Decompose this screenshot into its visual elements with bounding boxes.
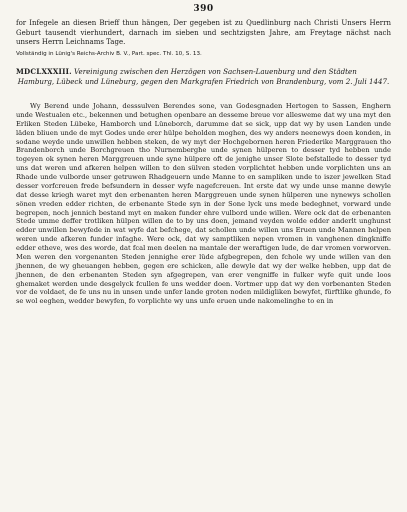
document-number: MDCLXXXIII. bbox=[16, 67, 72, 76]
body-paragraph: Wy Berend unde Johann, desssulven Berendes sone, van Godesgnaden Hertogen to Sassen, Enghern unde Westualen etc., bekennen und betughen openbare an desseme breue vor allesweme dat wy una myt den Erliken Steden Lübeke, Hamborch und Lüneborch, darumme dat se sick, upp dat wy by usen Landen unde läden bliuen unde de myt Godes unde erer hülpe beholden moghen, des wy anders neenewys doen konden, in sodane weyde unde unwillen hebben steken, de wy myt der Hochgebornen heren Friederike Marggrauen tho Brandenborch unde Borchgreuen tho Nurnemberghe unde synen hülperen to desser tyd hebben unde togeyen ok synen heren Marggreuen unde syne hülpere oft de jenighe unser Slote befstallede to desser tyd uns dat weren und afkeren helpen willen to den sülven steden vorplichtet hebben unde vorplichten uns an Rhade unde vulborde unser getruwen Rhadgeuern unde Manne to en sampliken unde to iszer jewelken Stad desser vorfcreuen frede befsundern in desser wyfe nagefcreuen. Int erste dat wy unde unse manne dewyle dat desse kriegh waret myt den erbenanten heren Marggreuen unde synen hülperen une nynewys schollen sönen vreden edder richten, de erbenante Stede syn in der Sone lyck uns mede bedeghnet, vorward unde begrepen, noch jennich bestand myt en maken funder ehre vulbord unde willen. Were ock dat de erbenanten Stede umme deffer trotliken hülpen willen de to by uns doen, jemand veyden wolde edder anderlt unghunst edder unwillen bewyfede in wat wyfe dat befchege, dat schollen unde willen uns Eruen unde Mannen helpen weren unde afkeren funder infaghe. Were ock, dat wy samptliken nepen vromen in vanghenen dingkniffe edder etheve, wes des worde, dat fcal men deelen na mantale der weraftigen lude, de dar vromen vorworven. Men weren den vorgenanten Steden jennighe erer lüde afgbegrepen, den fchole wy unde willen van den jhennen, de wy gheuangen hebben, gegen ere schicken, alle dewyle dat wy der welke hebben, upp dat de jhennen, de den erbenanten Steden syn afgegrepen, van erer vengniffe in fulker wyfe quit unde loos ghemaket werden unde desgelyck fcullen fe uns wedder doen. Vortmer upp dat wy den vorbenanten Steden vor de voldaet, de fe uns nu in unsen unde unfer lande groten noden mildigliken bewyfet, fürftlike ghunde, fo se wol eeghen, wedder bewyfen, fo vorplichte wy uns unfe eruen unde nakomelinghe to en in bbox=[16, 102, 391, 306]
lead-paragraph: for Infegele an diesen Brieff thun hängen, Der gegeben ist zu Quedlinburg nach Christi Unsers Herrn Geburt tausendt vierhundert, darnach im sieben und sechtzigsten Jahre, am Freytage nächst nach unsers Herrn Leichnams Tage. bbox=[16, 19, 391, 47]
source-reference-text: Vollständig in Lünig's Reichs-Archiv B. V., Part. spec. Thl. 10, S. 13. bbox=[16, 51, 202, 57]
document-title-line1: Vereinigung zwischen den Herzögen von Sachsen-Lauenburg und den Städten bbox=[74, 67, 357, 76]
document-body bbox=[16, 102, 391, 306]
document-title-line2: Hamburg, Lübeck und Lüneburg, gegen den Markgrafen Friedrich von Brandenburg, vom 2. Juli 1447. bbox=[17, 76, 390, 86]
source-reference bbox=[16, 50, 391, 58]
page-number: 390 bbox=[193, 4, 214, 14]
document-heading bbox=[16, 67, 391, 86]
